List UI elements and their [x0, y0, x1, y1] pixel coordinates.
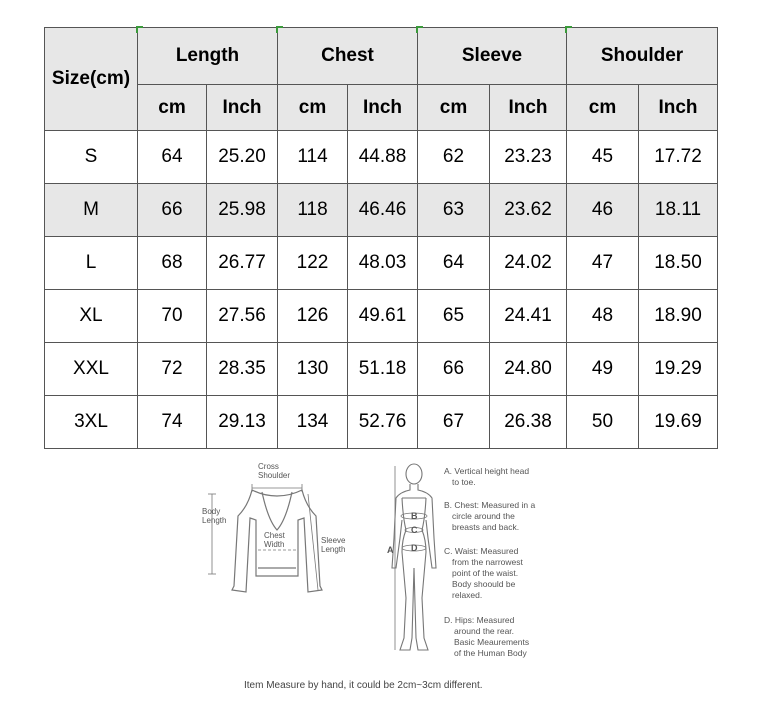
length-header	[138, 28, 278, 85]
note-d: D. Hips: Measured around the rear. Basic Meaurements of the Human Body	[444, 615, 530, 658]
table-cell: 24.80	[490, 343, 567, 396]
cross-shoulder-label: Cross Shoulder	[258, 462, 291, 480]
table-cell: 24.02	[490, 237, 567, 290]
measurement-illustration	[190, 458, 570, 673]
sleeve-header-label: Sleeve	[461, 45, 523, 66]
table-row	[45, 290, 718, 343]
table-row	[45, 237, 718, 290]
table-cell: 64	[138, 131, 207, 184]
chest-width-label: Chest Width	[264, 531, 285, 549]
shoulder-header	[567, 28, 718, 85]
table-cell: 126	[278, 290, 348, 343]
table-cell: 130	[278, 343, 348, 396]
unit-header: cm	[418, 85, 490, 131]
table-cell: 66	[138, 184, 207, 237]
size-header: Size(cm)	[45, 28, 138, 131]
size-chart-table	[44, 27, 718, 449]
table-cell: 18.11	[639, 184, 718, 237]
table-cell: 46.46	[348, 184, 418, 237]
table-cell: 29.13	[207, 396, 278, 449]
size-cell: L	[45, 237, 138, 290]
dimension-lines	[208, 484, 318, 590]
table-cell: 66	[418, 343, 490, 396]
table-cell: 48	[567, 290, 639, 343]
size-cell: XL	[45, 290, 138, 343]
marker-b: B	[411, 511, 418, 521]
table-row	[45, 396, 718, 449]
table-cell: 51.18	[348, 343, 418, 396]
marker-c: C	[411, 525, 418, 535]
unit-header: cm	[138, 85, 207, 131]
table-cell: 63	[418, 184, 490, 237]
table-cell: 19.69	[639, 396, 718, 449]
table-cell: 52.76	[348, 396, 418, 449]
body-length-label: Body Length	[202, 507, 227, 525]
table-cell: 46	[567, 184, 639, 237]
shoulder-header-label: Shoulder	[600, 45, 684, 66]
table-cell: 68	[138, 237, 207, 290]
table-cell: 26.38	[490, 396, 567, 449]
table-cell: 65	[418, 290, 490, 343]
table-cell: 70	[138, 290, 207, 343]
table-cell: 25.98	[207, 184, 278, 237]
table-cell: 18.90	[639, 290, 718, 343]
table-cell: 23.62	[490, 184, 567, 237]
corner-mark	[416, 26, 423, 33]
table-cell: 49.61	[348, 290, 418, 343]
chest-header	[278, 28, 418, 85]
unit-header: cm	[567, 85, 639, 131]
size-cell: XXL	[45, 343, 138, 396]
note-b: B. Chest: Measured in a circle around the breasts and back.	[444, 500, 536, 532]
table-cell: 48.03	[348, 237, 418, 290]
table-cell: 49	[567, 343, 639, 396]
table-cell: 19.29	[639, 343, 718, 396]
table-cell: 50	[567, 396, 639, 449]
table-cell: 47	[567, 237, 639, 290]
marker-a: A	[387, 545, 394, 555]
unit-header: Inch	[639, 85, 718, 131]
table-cell: 28.35	[207, 343, 278, 396]
note-c: C. Waist: Measured from the narrowest point of the waist. Body shoould be relaxed.	[444, 546, 523, 600]
chest-header-label: Chest	[321, 45, 374, 66]
table-cell: 44.88	[348, 131, 418, 184]
table-cell: 64	[418, 237, 490, 290]
table-cell: 25.20	[207, 131, 278, 184]
table-cell: 67	[418, 396, 490, 449]
unit-header: Inch	[490, 85, 567, 131]
table-cell: 26.77	[207, 237, 278, 290]
unit-header: Inch	[348, 85, 418, 131]
marker-d: D	[411, 543, 418, 553]
table-cell: 24.41	[490, 290, 567, 343]
size-cell: M	[45, 184, 138, 237]
table-cell: 114	[278, 131, 348, 184]
measurement-footnote: Item Measure by hand, it could be 2cm~3cm different.	[244, 680, 483, 691]
table-cell: 27.56	[207, 290, 278, 343]
table-cell: 23.23	[490, 131, 567, 184]
table-cell: 45	[567, 131, 639, 184]
table-cell: 122	[278, 237, 348, 290]
table-cell: 74	[138, 396, 207, 449]
sleeve-length-label: Sleeve Length	[321, 536, 346, 554]
size-cell: S	[45, 131, 138, 184]
corner-mark	[276, 26, 283, 33]
table-cell: 18.50	[639, 237, 718, 290]
note-a: A. Vertical height head to toe.	[444, 466, 530, 487]
table-cell: 17.72	[639, 131, 718, 184]
table-cell: 134	[278, 396, 348, 449]
table-row	[45, 343, 718, 396]
corner-mark	[565, 26, 572, 33]
size-cell: 3XL	[45, 396, 138, 449]
unit-header: cm	[278, 85, 348, 131]
table-row	[45, 131, 718, 184]
length-header-label: Length	[175, 45, 240, 66]
sleeve-header	[418, 28, 567, 85]
unit-header: Inch	[207, 85, 278, 131]
corner-mark	[136, 26, 143, 33]
human-figure-drawing	[392, 464, 436, 650]
table-cell: 72	[138, 343, 207, 396]
table-cell: 62	[418, 131, 490, 184]
table-cell: 118	[278, 184, 348, 237]
table-row	[45, 184, 718, 237]
